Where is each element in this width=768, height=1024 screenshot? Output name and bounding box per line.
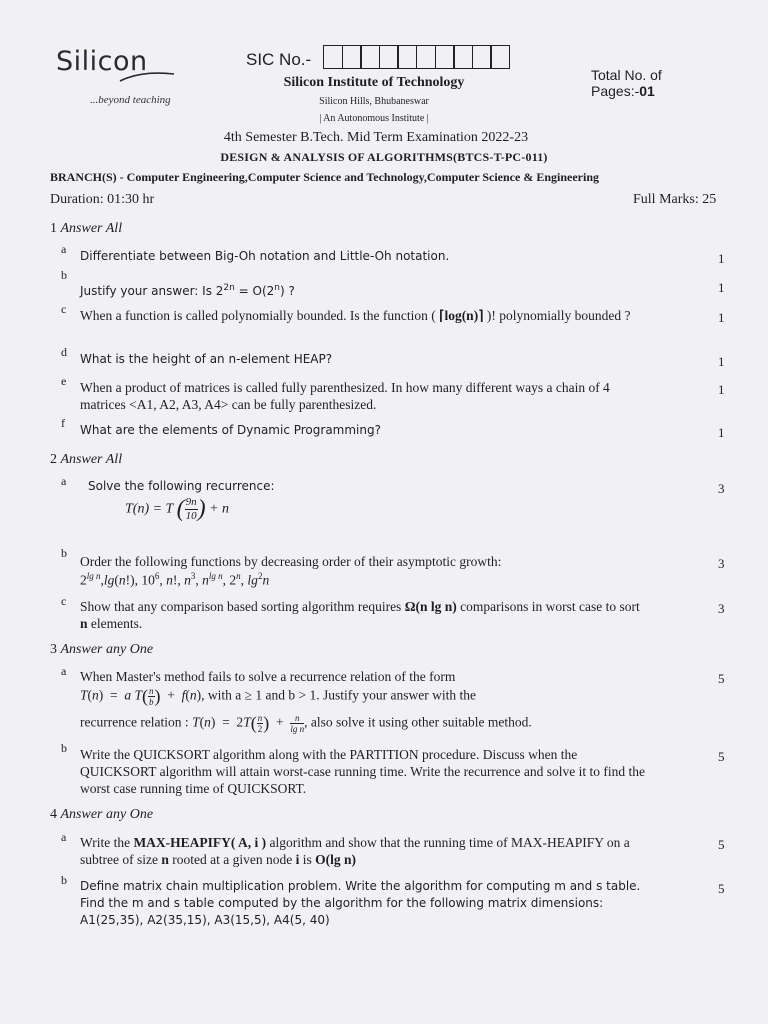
branch-line: BRANCH(S) - Computer Engineering,Computer Science and Technology,Computer Science & Engineering: [50, 170, 600, 184]
sic-box: [416, 45, 436, 69]
sic-box: [360, 45, 380, 69]
section-instruction: Answer All: [60, 452, 123, 467]
question-letter: b: [61, 546, 67, 560]
section-3-heading: [50, 642, 153, 658]
question-letter: a: [61, 664, 67, 678]
section-4-heading: [50, 807, 153, 823]
question-marks: 3: [718, 601, 725, 616]
sic-box: [453, 45, 473, 69]
question-marks: 3: [718, 481, 725, 496]
institute-status: | An Autonomous Institute |: [319, 113, 429, 124]
logo-tagline: ...beyond teaching: [90, 94, 171, 106]
pages-value: 01: [639, 83, 655, 99]
question-3a-line1: When Master's method fails to solve a recurrence relation of the form: [80, 669, 456, 684]
sic-box: [435, 45, 455, 69]
question-1e: When a product of matrices is called fully parenthesized. In how many different ways a chain of 4 matrices <A1, A2, A3, A4> can be fully parenthesized.: [80, 380, 610, 412]
section-number: 1: [50, 221, 57, 236]
question-2c: Show that any comparison based sorting algorithm requires Ω(n lg n) comparisons in worst case to sort n elements.: [80, 599, 640, 631]
question-1c: When a function is called polynomially bounded. Is the function ( ⌈log(n)⌉ )! polynomially bounded ?: [80, 308, 631, 323]
sic-box: [323, 45, 343, 69]
sic-number-boxes: [323, 45, 509, 69]
sic-box: [472, 45, 492, 69]
question-marks: 5: [718, 881, 725, 896]
question-letter: f: [61, 416, 65, 430]
question-marks: 5: [718, 671, 725, 686]
sic-box: [397, 45, 417, 69]
question-letter: a: [61, 242, 67, 256]
function-list: $2^{lg n},\lg(n!)$, $10^6$, n!, $n^3$, $n^{lg n}$, 2$^n$, $\lg^2n$: [80, 571, 270, 588]
question-letter: e: [61, 374, 67, 388]
full-marks: Full Marks: 25: [633, 192, 717, 207]
question-letter: d: [61, 345, 67, 359]
question-3a-line3: recurrence relation : T(n) = 2T( $\frac{n}{2}$) + $\frac{n}{\text{lg n}}$, also solve it using other suitable method.: [80, 713, 532, 734]
question-1d: What is the height of an n-element HEAP?: [80, 352, 333, 366]
total-pages-label: Total No. of: [591, 67, 662, 83]
sic-box: [379, 45, 399, 69]
question-marks: 1: [718, 310, 725, 325]
question-1b: Justify your answer: Is $2^{2n} = O(2^n)$ ?: [80, 283, 295, 298]
question-marks: 1: [718, 354, 725, 369]
question-marks: 3: [718, 556, 725, 571]
section-number: 2: [50, 452, 57, 467]
institute-name: Silicon Institute of Technology: [283, 75, 465, 90]
section-instruction: Answer any One: [60, 807, 154, 822]
question-letter: a: [61, 830, 67, 844]
question-marks: 5: [718, 837, 725, 852]
logo-text: Silicon: [56, 46, 148, 77]
section-instruction: Answer any One: [60, 642, 154, 657]
question-3b: Write the QUICKSORT algorithm along with the PARTITION procedure. Discuss when the QUICKSORT algorithm will attain worst-case running time. Write the recurrence and solve it to find the worst case running time of QUICKSORT.: [80, 747, 646, 796]
question-letter: b: [61, 268, 67, 282]
question-2b: Order the following functions by decreasing order of their asymptotic growth:: [80, 554, 502, 569]
section-instruction: Answer All: [60, 221, 123, 236]
sic-box: [490, 45, 510, 69]
question-3a-line2: T(n) = a T( $\frac{n}{b}) + f(n)$, with a ≥ 1 and b > 1. Justify your answer with the: [80, 686, 477, 707]
question-4b: Define matrix chain multiplication problem. Write the algorithm for computing m and s table. Find the m and s table computed by the algorithm for the following matrix dimensions: A1(25,35), A2(35,15), A3(15,5), A4(5, 40): [80, 879, 641, 927]
question-1f: What are the elements of Dynamic Programming?: [80, 423, 381, 437]
question-marks: 1: [718, 251, 725, 266]
section-1-heading: [50, 221, 122, 237]
subject-title: DESIGN & ANALYSIS OF ALGORITHMS(BTCS-T-PC-011): [220, 150, 548, 164]
question-marks: 1: [718, 280, 725, 295]
question-marks: 1: [718, 382, 725, 397]
exam-title: 4th Semester B.Tech. Mid Term Examination 2022-23: [223, 130, 529, 145]
question-2a: Solve the following recurrence:: [88, 479, 275, 493]
section-2-heading: [50, 452, 122, 468]
sic-box: [342, 45, 362, 69]
recurrence-formula: T(n) = T ( $\frac{9n}{10}) + n$: [125, 496, 230, 522]
question-letter: c: [61, 302, 67, 316]
question-letter: a: [61, 474, 67, 488]
question-marks: 1: [718, 425, 725, 440]
section-number: 3: [50, 642, 57, 657]
sic-number-label: SIC No.-: [246, 50, 312, 69]
question-marks: 5: [718, 749, 725, 764]
institute-location: Silicon Hills, Bhubaneswar: [319, 96, 429, 107]
question-letter: b: [61, 741, 67, 755]
pages-prefix: Pages:-: [591, 83, 640, 99]
question-letter: b: [61, 873, 67, 887]
total-pages: [591, 67, 662, 99]
question-letter: c: [61, 594, 67, 608]
question-1a: Differentiate between Big-Oh notation and Little-Oh notation.: [80, 249, 450, 263]
section-number: 4: [50, 807, 57, 822]
duration: Duration: 01:30 hr: [50, 192, 155, 207]
question-4a: Write the MAX-HEAPIFY( A, i ) algorithm and show that the running time of MAX-HEAPIFY on a subtree of size n rooted at a given node i is O(lg n): [80, 835, 630, 867]
